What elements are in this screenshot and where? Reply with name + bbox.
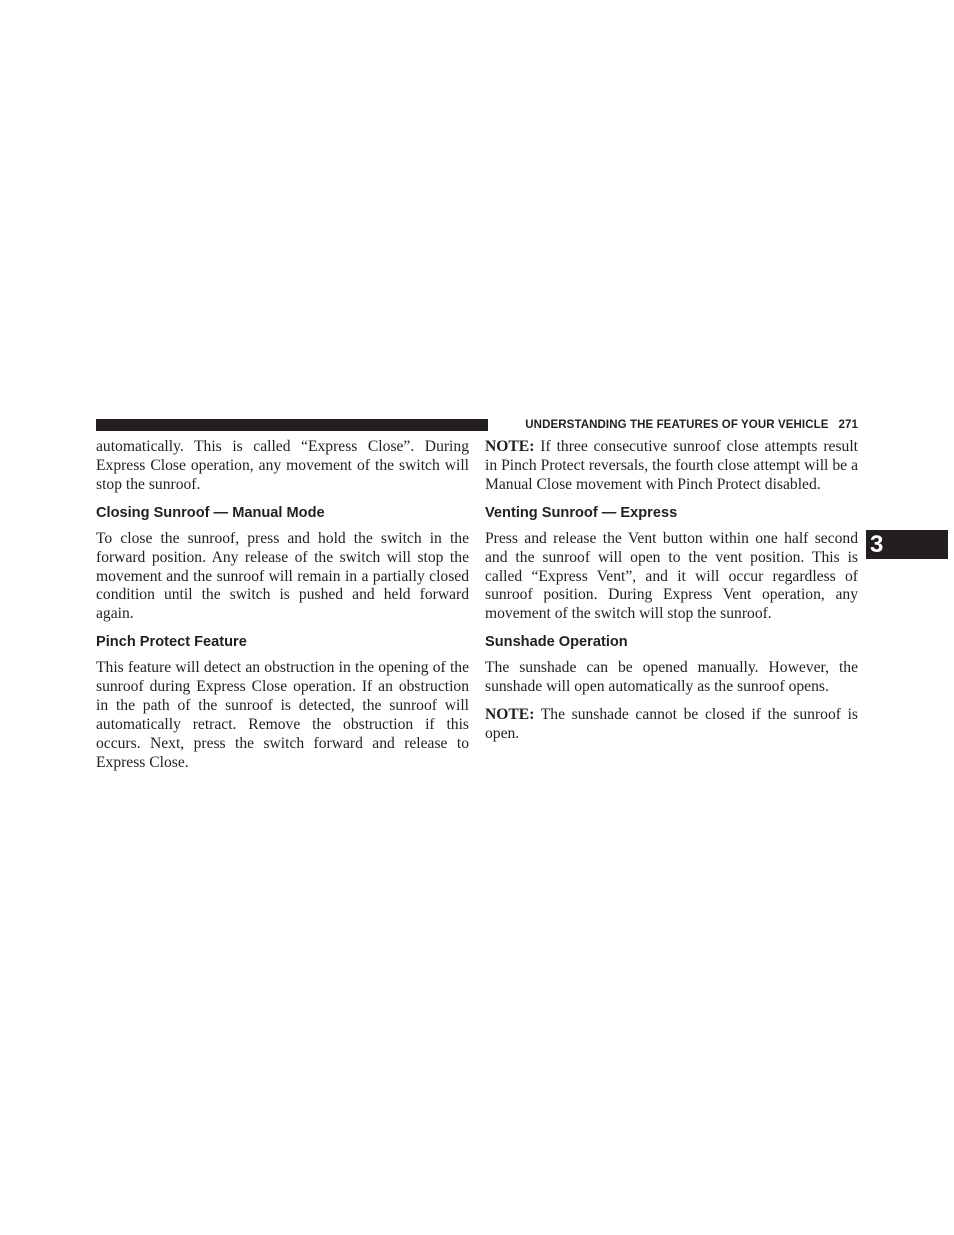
venting-heading: Venting Sunroof — Express	[485, 504, 678, 521]
pinch-heading: Pinch Protect Feature	[96, 634, 247, 651]
chapter-tab	[866, 530, 948, 559]
closing-heading: Closing Sunroof — Manual Mode	[96, 504, 325, 521]
right-column	[485, 438, 858, 744]
closing-paragraph: To close the sunroof, press and hold the switch in the forward position. Any release of the switch will stop the movement and the sunroof will remain in a partially closed condition until the switch is pushed and held forward again.	[96, 529, 469, 623]
note-text: If three consecutive sunroof close attempts result in Pinch Protect reversals, the fourth close attempt will be a Manual Close movement with Pinch Protect disabled.	[485, 438, 858, 493]
note-label: NOTE:	[485, 706, 535, 724]
chapter-number: 3	[870, 531, 884, 558]
left-column	[96, 438, 469, 773]
pinch-paragraph: This feature will detect an obstruction in the opening of the sunroof during Express Close operation. If an obstruction in the path of the sunroof is detected, the sunroof will automatically retract. Remove the obstruction if this occurs. Next, press the switch forward and release to Express Close.	[96, 659, 469, 771]
section-title: UNDERSTANDING THE FEATURES OF YOUR VEHICLE	[525, 419, 829, 431]
sunshade-heading: Sunshade Operation	[485, 634, 628, 651]
note-label: NOTE:	[485, 438, 535, 455]
header-rule	[96, 419, 488, 431]
page-number: 271	[838, 419, 858, 431]
intro-paragraph: automatically. This is called “Express Close”. During Express Close operation, any movement of the switch will stop the sunroof.	[96, 438, 469, 493]
running-header	[498, 418, 858, 432]
note-text: The sunshade cannot be closed if the sunroof is open.	[485, 706, 858, 742]
note-paragraph-2	[485, 706, 858, 744]
venting-paragraph: Press and release the Vent button within one half second and the sunroof will open to the vent position. This is called “Express Vent”, and it will occur regardless of sunroof position. During Express Vent operation, any movement of the switch will stop the sunroof.	[485, 529, 858, 623]
note-paragraph-1	[485, 438, 858, 495]
sunshade-paragraph: The sunshade can be opened manually. However, the sunshade will open automatically as the sunroof opens.	[485, 659, 858, 696]
